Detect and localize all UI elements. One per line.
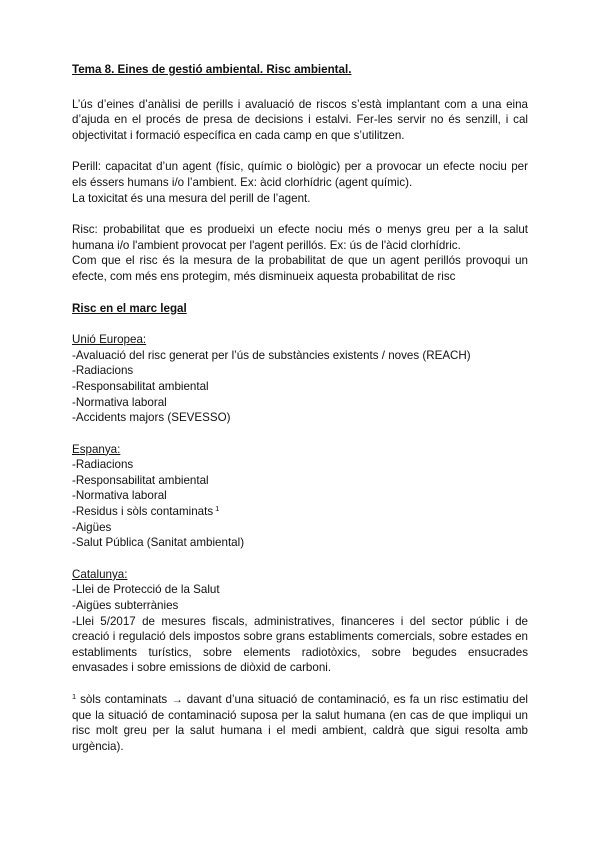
catalonia-label: Catalunya: bbox=[72, 567, 128, 581]
list-item-with-footnote bbox=[72, 504, 528, 520]
list-item: -Responsabilitat ambiental bbox=[72, 379, 209, 393]
list-item-text: -Residus i sòls contaminats bbox=[72, 505, 214, 519]
legal-section-heading: Risc en el marc legal bbox=[72, 301, 187, 315]
perill-toxicity-note: La toxicitat és una mesura del perill de l’agent. bbox=[72, 191, 311, 205]
risc-probability-note: Com que el risc és la mesura de la probabilitat de que un agent perillós provoqui un efecte, com més ens protegim, més disminueix aquesta probabilitat de risc bbox=[72, 254, 528, 283]
eu-label: Unió Europea: bbox=[72, 333, 147, 347]
perill-definition: Perill: capacitat d’un agent (físic, químic o biològic) per a provocar un efecte nociu per els éssers humans i/o l’ambient. Ex: àcid clorhídric (agent químic). bbox=[72, 160, 528, 189]
list-item: -Normativa laboral bbox=[72, 395, 167, 409]
list-item: -Salut Pública (Sanitat ambiental) bbox=[72, 536, 245, 550]
list-item-law: -Llei 5/2017 de mesures fiscals, administratives, financeres i del sector públic i de creació i regulació dels impostos sobre grans establiments comercials, sobre estades en establiments turístics, sobre elements radiotòxics, sobre begudes ensucrades envasades i sobre emissions de diòxid de carboni. bbox=[72, 614, 528, 675]
intro-paragraph: L’ús d’eines d’anàlisi de perills i avaluació de riscos s’està implantant com a una eina d’ajuda en el procés de presa de decisions i estalvi. Fer-les servir no és senzill, i cal objectivitat i formació específica en cada camp en que s’utilitzen. bbox=[72, 97, 528, 142]
document-page bbox=[72, 62, 528, 754]
footnote bbox=[72, 692, 528, 754]
list-item: -Radiacions bbox=[72, 458, 134, 472]
list-item: -Avaluació del risc generat per l’ús de substàncies existents / noves (REACH) bbox=[72, 348, 471, 362]
document-title: Tema 8. Eines de gestió ambiental. Risc ambiental. bbox=[72, 63, 352, 76]
risc-definition: Risc: probabilitat que es produeixi un efecte nociu més o menys greu per a la salut humana i/o l'ambient provocat per l'agent perillós. Ex: ús de l'àcid clorhídric. bbox=[72, 223, 528, 252]
list-item: -Aigües subterrànies bbox=[72, 599, 179, 613]
list-item: -Llei de Protecció de la Salut bbox=[72, 583, 220, 597]
catalonia-list bbox=[72, 582, 528, 676]
eu-list bbox=[72, 348, 528, 426]
list-item: -Accidents majors (SEVESSO) bbox=[72, 411, 231, 425]
footnote-text: sòls contaminats → davant d’una situació de contaminació, es fa un risc estimatiu del que la situació de contaminació suposa per la salut humana (en cas de que impliqui un risc molt greu per la salut humana i el medi ambient, caldrà que sigui resolta amb urgència). bbox=[72, 693, 528, 753]
spain-label: Espanya: bbox=[72, 442, 121, 456]
footnote-mark: 1 bbox=[72, 692, 77, 701]
list-item: -Radiacions bbox=[72, 364, 134, 378]
footnote-reference[interactable]: 1 bbox=[215, 504, 220, 514]
list-item: -Normativa laboral bbox=[72, 489, 167, 503]
spain-list bbox=[72, 457, 528, 551]
list-item: -Aigües bbox=[72, 520, 112, 534]
list-item: -Responsabilitat ambiental bbox=[72, 473, 209, 487]
